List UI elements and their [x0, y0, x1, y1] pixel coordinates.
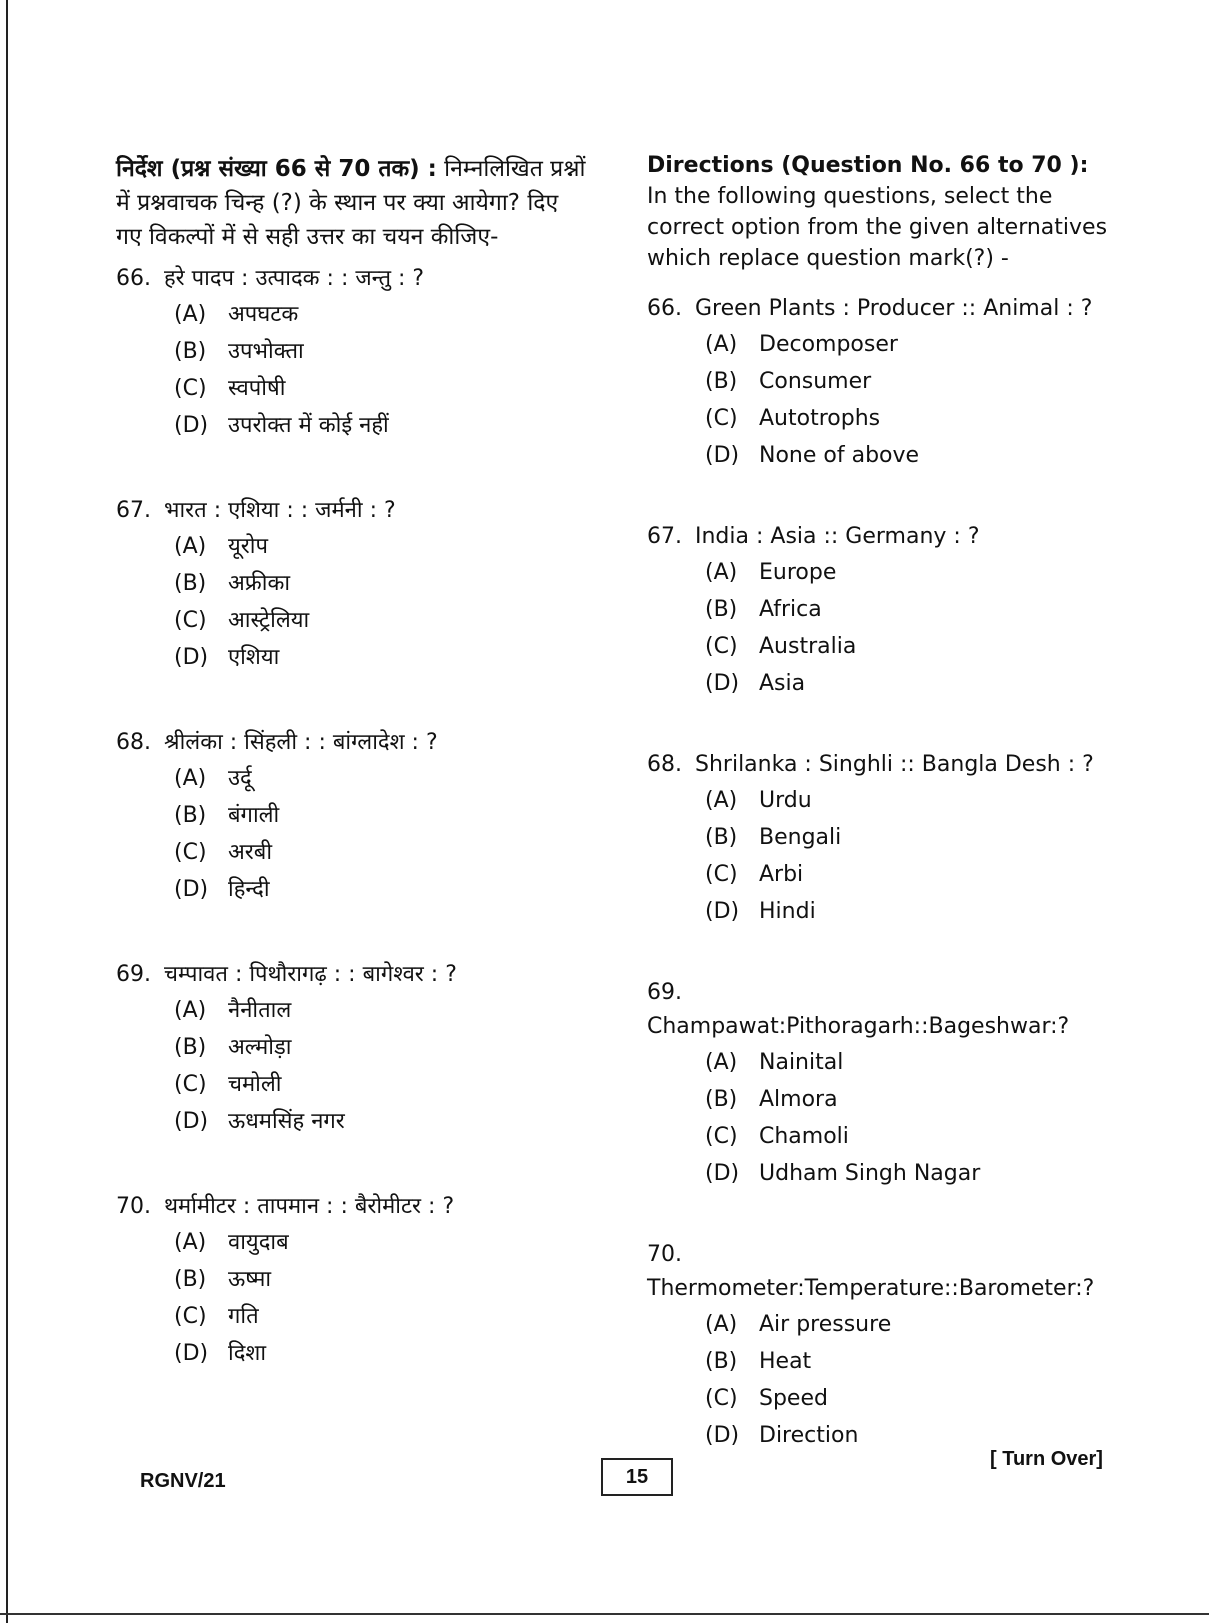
answer-option: [647, 628, 1117, 665]
page-number: 15: [601, 1458, 673, 1496]
answer-option: [116, 1298, 586, 1335]
option-text: बंगाली: [228, 803, 280, 828]
english-question: [647, 1238, 1117, 1454]
option-key: (D): [174, 1109, 209, 1134]
page-bottom-border: [0, 1613, 1209, 1615]
question-stem: [647, 748, 1117, 782]
answer-option: [116, 1029, 586, 1066]
hindi-directions-heading: निर्देश (प्रश्न संख्या 66 से 70 तक) :: [116, 156, 437, 182]
answer-option: [647, 591, 1117, 628]
option-text: Heat: [759, 1349, 812, 1374]
question-number: 68.: [116, 730, 151, 755]
answer-option: [116, 528, 586, 565]
answer-option: [116, 992, 586, 1029]
hindi-question-list: [116, 262, 586, 1372]
question-number: 70.: [116, 1194, 151, 1219]
hindi-directions-text: निम्नलिखित प्रश्नों में प्रश्नवाचक चिन्ह (?) के स्थान पर क्या आयेगा? दिए गए विकल्पों में से सही उत्तर का चयन कीजिए-: [116, 156, 586, 250]
answer-option: [647, 400, 1117, 437]
question-text: Green Plants : Producer :: Animal : ?: [695, 296, 1093, 321]
question-text: चम्पावत : पिथौरागढ़ : : बागेश्वर : ?: [164, 962, 457, 987]
answer-option: [647, 782, 1117, 819]
answer-option: [116, 639, 586, 676]
option-text: ऊधमसिंह नगर: [228, 1109, 345, 1134]
option-text: Asia: [759, 671, 806, 696]
option-text: उपभोक्ता: [228, 339, 304, 364]
page-left-border: [6, 0, 8, 1623]
option-text: ऊष्मा: [228, 1267, 272, 1292]
option-text: स्वपोषी: [228, 376, 286, 401]
question-stem: [116, 1190, 586, 1224]
question-text: थर्मामीटर : तापमान : : बैरोमीटर : ?: [164, 1194, 455, 1219]
english-directions-text: In the following questions, select the correct option from the given alternatives which replace question mark(?) -: [647, 184, 1108, 271]
option-text: Bengali: [759, 825, 842, 850]
option-key: (B): [174, 339, 207, 364]
option-text: आस्ट्रेलिया: [228, 608, 310, 633]
question-stem: [116, 262, 586, 296]
option-text: Arbi: [759, 862, 804, 887]
option-key: (C): [174, 1072, 207, 1097]
answer-option: [116, 333, 586, 370]
option-key: (A): [174, 534, 207, 559]
option-text: Urdu: [759, 788, 812, 813]
answer-option: [647, 1044, 1117, 1081]
answer-option: [116, 296, 586, 333]
question-text: भारत : एशिया : : जर्मनी : ?: [164, 498, 396, 523]
option-text: None of above: [759, 443, 920, 468]
option-text: Autotrophs: [759, 406, 881, 431]
question-number: 69.: [647, 980, 682, 1005]
question-stem: [116, 958, 586, 992]
option-text: Speed: [759, 1386, 828, 1411]
option-text: अल्मोड़ा: [228, 1035, 292, 1060]
answer-option: [116, 871, 586, 908]
question-text: हरे पादप : उत्पादक : : जन्तु : ?: [164, 266, 425, 291]
option-key: (B): [174, 1035, 207, 1060]
option-key: (C): [174, 376, 207, 401]
option-text: गति: [228, 1304, 259, 1329]
option-text: अपघटक: [228, 302, 299, 327]
option-key: (C): [705, 862, 738, 887]
answer-option: [116, 834, 586, 871]
question-stem: [647, 976, 1117, 1044]
answer-option: [116, 407, 586, 444]
answer-option: [647, 326, 1117, 363]
option-key: (D): [174, 1341, 209, 1366]
answer-option: [647, 856, 1117, 893]
option-key: (A): [174, 998, 207, 1023]
option-text: Almora: [759, 1087, 838, 1112]
answer-option: [116, 760, 586, 797]
option-key: (C): [705, 1386, 738, 1411]
option-key: (D): [174, 413, 209, 438]
option-text: Direction: [759, 1423, 859, 1448]
question-text: India : Asia :: Germany : ?: [695, 524, 980, 549]
option-text: Nainital: [759, 1050, 844, 1075]
option-text: Africa: [759, 597, 822, 622]
answer-option: [647, 363, 1117, 400]
option-key: (D): [705, 443, 740, 468]
answer-option: [116, 1224, 586, 1261]
paper-code: RGNV/21: [140, 1470, 226, 1492]
option-key: (B): [174, 803, 207, 828]
option-key: (D): [705, 899, 740, 924]
option-text: Consumer: [759, 369, 872, 394]
english-question-list: [647, 292, 1117, 1454]
answer-option: [647, 1155, 1117, 1192]
english-question: [647, 520, 1117, 702]
hindi-question: [116, 262, 586, 444]
answer-option: [647, 1118, 1117, 1155]
answer-option: [647, 1380, 1117, 1417]
question-number: 67.: [647, 524, 682, 549]
hindi-directions: [116, 152, 586, 254]
option-key: (A): [174, 302, 207, 327]
english-question: [647, 976, 1117, 1192]
question-text: श्रीलंका : सिंहली : : बांग्लादेश : ?: [164, 730, 438, 755]
option-key: (D): [174, 645, 209, 670]
option-text: अफ्रीका: [228, 571, 291, 596]
answer-option: [116, 1066, 586, 1103]
option-key: (B): [174, 1267, 207, 1292]
answer-option: [647, 1081, 1117, 1118]
question-number: 66.: [116, 266, 151, 291]
question-number: 66.: [647, 296, 682, 321]
option-key: (A): [174, 1230, 207, 1255]
option-text: Udham Singh Nagar: [759, 1161, 981, 1186]
option-text: Hindi: [759, 899, 816, 924]
answer-option: [647, 1343, 1117, 1380]
option-key: (A): [705, 1050, 738, 1075]
option-key: (C): [705, 1124, 738, 1149]
hindi-question: [116, 494, 586, 676]
answer-option: [647, 1306, 1117, 1343]
option-text: एशिया: [228, 645, 280, 670]
option-key: (C): [705, 634, 738, 659]
option-key: (A): [705, 332, 738, 357]
question-text: Thermometer:Temperature::Barometer:?: [647, 1276, 1095, 1301]
hindi-question: [116, 958, 586, 1140]
option-key: (B): [705, 369, 738, 394]
answer-option: [647, 554, 1117, 591]
answer-option: [116, 370, 586, 407]
answer-option: [647, 819, 1117, 856]
question-stem: [647, 520, 1117, 554]
answer-option: [647, 893, 1117, 930]
question-number: 70.: [647, 1242, 682, 1267]
question-number: 68.: [647, 752, 682, 777]
option-text: उपरोक्त में कोई नहीं: [228, 413, 389, 438]
question-number: 69.: [116, 962, 151, 987]
option-key: (B): [705, 1087, 738, 1112]
question-text: Shrilanka : Singhli :: Bangla Desh : ?: [695, 752, 1094, 777]
answer-option: [647, 665, 1117, 702]
turn-over-note: [ Turn Over]: [990, 1448, 1103, 1470]
hindi-question: [116, 1190, 586, 1372]
english-directions: [647, 150, 1117, 274]
question-number: 67.: [116, 498, 151, 523]
option-text: नैनीताल: [228, 998, 292, 1023]
option-text: हिन्दी: [228, 877, 270, 902]
option-text: उर्दू: [228, 766, 252, 791]
option-text: चमोली: [228, 1072, 282, 1097]
question-stem: [647, 1238, 1117, 1306]
hindi-column: [116, 152, 586, 1372]
option-key: (D): [705, 1161, 740, 1186]
english-column: [647, 150, 1117, 1454]
option-key: (D): [705, 671, 740, 696]
english-question: [647, 292, 1117, 474]
question-stem: [116, 726, 586, 760]
option-key: (C): [705, 406, 738, 431]
option-text: यूरोप: [228, 534, 268, 559]
question-text: Champawat:Pithoragarh::Bageshwar:?: [647, 1014, 1070, 1039]
english-directions-heading: Directions (Question No. 66 to 70 ):: [647, 153, 1089, 178]
option-key: (A): [174, 766, 207, 791]
english-question: [647, 748, 1117, 930]
option-text: Air pressure: [759, 1312, 892, 1337]
option-key: (B): [174, 571, 207, 596]
question-stem: [647, 292, 1117, 326]
option-key: (C): [174, 1304, 207, 1329]
answer-option: [116, 602, 586, 639]
option-key: (A): [705, 1312, 738, 1337]
option-key: (A): [705, 788, 738, 813]
option-text: Australia: [759, 634, 857, 659]
option-key: (D): [705, 1423, 740, 1448]
option-key: (B): [705, 1349, 738, 1374]
option-key: (C): [174, 608, 207, 633]
answer-option: [116, 1103, 586, 1140]
answer-option: [116, 565, 586, 602]
answer-option: [116, 1335, 586, 1372]
option-key: (C): [174, 840, 207, 865]
option-key: (D): [174, 877, 209, 902]
answer-option: [116, 797, 586, 834]
option-text: Europe: [759, 560, 837, 585]
option-key: (A): [705, 560, 738, 585]
answer-option: [116, 1261, 586, 1298]
option-key: (B): [705, 597, 738, 622]
option-key: (B): [705, 825, 738, 850]
option-text: Decomposer: [759, 332, 898, 357]
option-text: वायुदाब: [228, 1230, 289, 1255]
option-text: अरबी: [228, 840, 273, 865]
option-text: दिशा: [228, 1341, 267, 1366]
answer-option: [647, 437, 1117, 474]
option-text: Chamoli: [759, 1124, 849, 1149]
question-stem: [116, 494, 586, 528]
hindi-question: [116, 726, 586, 908]
